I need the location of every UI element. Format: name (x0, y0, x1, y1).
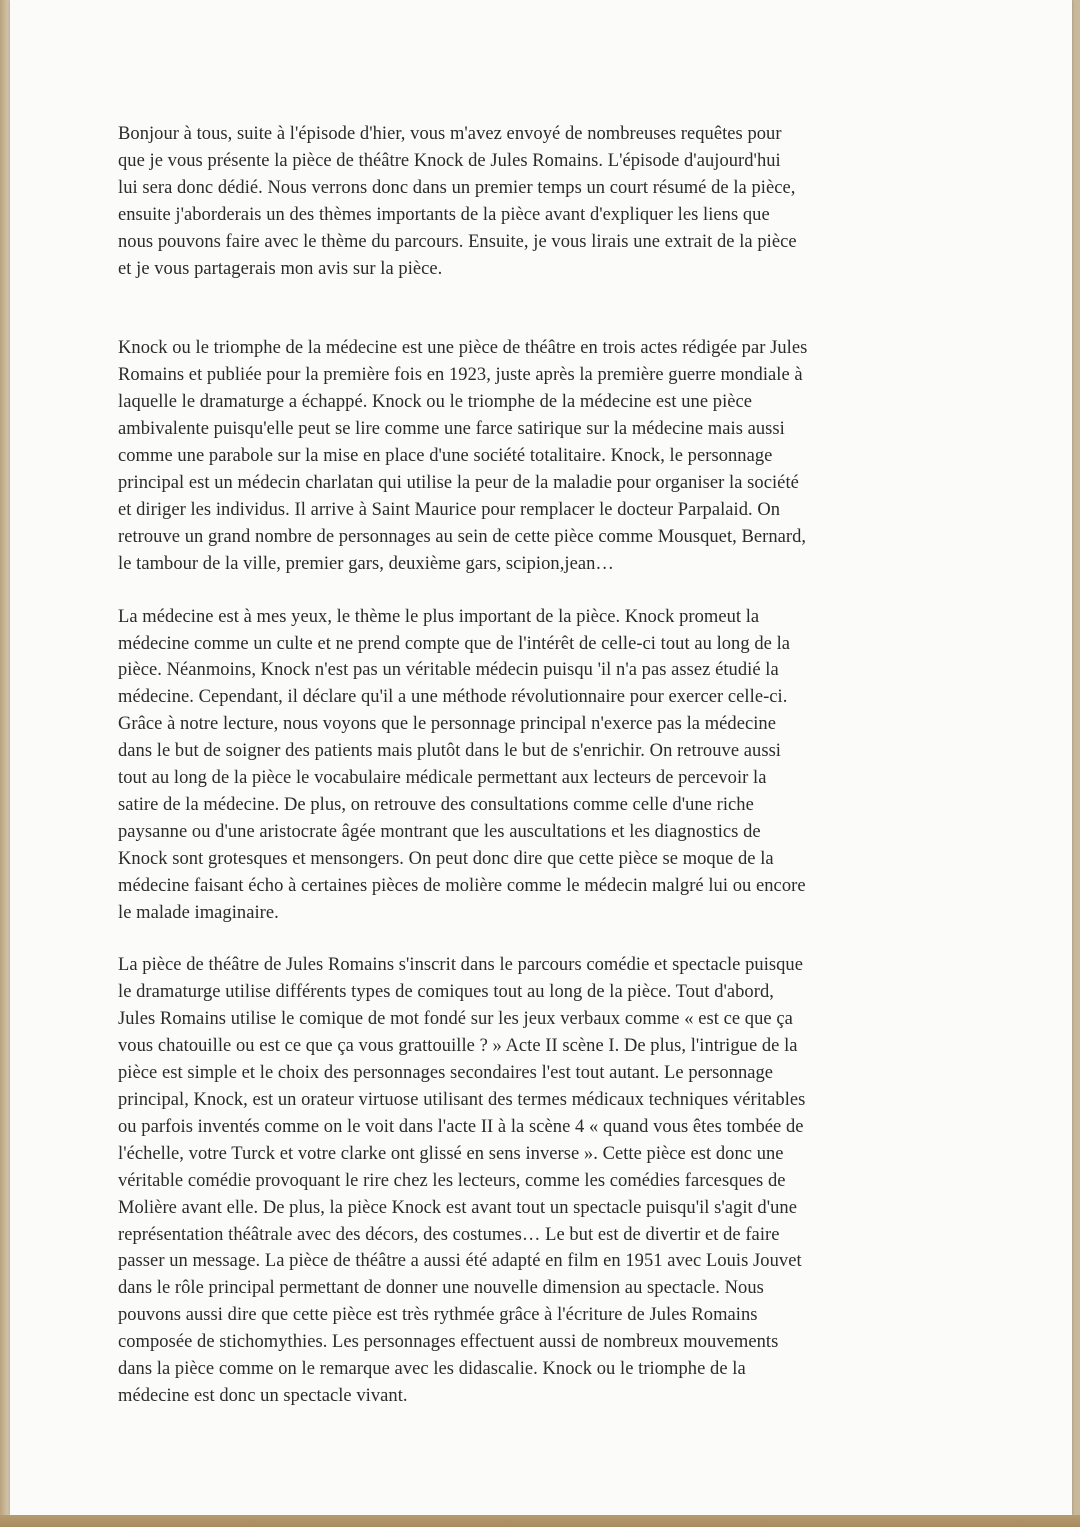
text-line: pièce. Néanmoins, Knock n'est pas un véritable médecin puisqu 'il n'a pas assez étudié la (118, 660, 779, 681)
paragraph-theme-medicine (118, 604, 968, 927)
text-line: médecine faisant écho à certaines pièces de molière comme le médecin malgré lui ou encore (118, 875, 806, 896)
paragraph-summary (118, 335, 968, 577)
text-line: Jules Romains utilise le comique de mot fondé sur les jeux verbaux comme « est ce que ça (118, 1009, 793, 1030)
text-line: dans le rôle principal permettant de donner une nouvelle dimension au spectacle. Nous (118, 1278, 764, 1299)
text-line: comme une parabole sur la mise en place d'une société totalitaire. Knock, le personnage (118, 446, 773, 467)
text-line: représentation théâtrale avec des décors, des costumes… Le but est de divertir et de faire (118, 1224, 780, 1245)
text-line: lui sera donc dédié. Nous verrons donc dans un premier temps un court résumé de la pièce, (118, 177, 796, 198)
text-line: ambivalente puisqu'elle peut se lire comme une farce satirique sur la médecine mais aussi (118, 419, 785, 440)
text-line: et je vous partagerais mon avis sur la pièce. (118, 258, 443, 279)
text-line: laquelle le dramaturge a échappé. Knock ou le triomphe de la médecine est une pièce (118, 392, 753, 413)
paragraph-introduction (118, 121, 968, 282)
text-line: Molière avant elle. De plus, la pièce Knock est avant tout un spectacle puisqu'il s'agit d'une (118, 1197, 797, 1218)
text-line: l'échelle, votre Turck et votre clarke ont glissé en sens inverse ». Cette pièce est donc une (118, 1143, 784, 1164)
desk-surface (0, 1515, 1080, 1527)
text-line: médecine. Cependant, il déclare qu'il a une méthode révolutionnaire pour exercer celle-ci. (118, 687, 788, 708)
paper-edge-shadow (0, 0, 10, 1527)
text-line: principal est un médecin charlatan qui utilise la peur de la maladie pour organiser la société (118, 472, 799, 493)
text-line: le malade imaginaire. (118, 902, 279, 923)
text-line: dans la pièce comme on le remarque avec les didascalie. Knock ou le triomphe de la (118, 1359, 746, 1380)
text-line: le tambour de la ville, premier gars, deuxième gars, scipion,jean… (118, 553, 614, 574)
text-line: ensuite j'aborderais un des thèmes importants de la pièce avant d'expliquer les liens que (118, 204, 770, 225)
text-line: Romains et publiée pour la première fois en 1923, juste après la première guerre mondiale à (118, 365, 803, 386)
text-line: véritable comédie provoquant le rire chez les lecteurs, comme les comédies farcesques de (118, 1170, 786, 1191)
text-line: satire de la médecine. De plus, on retrouve des consultations comme celle d'une riche (118, 794, 754, 815)
text-line: et diriger les individus. Il arrive à Saint Maurice pour remplacer le docteur Parpalaid. On (118, 499, 781, 520)
text-line: que je vous présente la pièce de théâtre Knock de Jules Romains. L'épisode d'aujourd'hui (118, 150, 781, 171)
text-line: Grâce à notre lecture, nous voyons que le personnage principal n'exerce pas la médecine (118, 714, 776, 735)
text-line: paysanne ou d'une aristocrate âgée montrant que les auscultations et les diagnostics de (118, 821, 761, 842)
text-line: principal, Knock, est un orateur virtuose utilisant des termes médicaux techniques véritables (118, 1090, 806, 1110)
text-line: pouvons aussi dire que cette pièce est très rythmée grâce à l'écriture de Jules Romains (118, 1305, 758, 1326)
text-line: ou parfois inventés comme on le voit dans l'acte II à la scène 4 « quand vous êtes tombée de (118, 1116, 804, 1137)
text-line: passer un message. La pièce de théâtre a aussi été adapté en film en 1951 avec Louis Jouvet (118, 1251, 802, 1272)
text-line: composée de stichomythies. Les personnages effectuent aussi de nombreux mouvements (118, 1332, 779, 1353)
text-line: médecine est donc un spectacle vivant. (118, 1385, 408, 1406)
text-line: Knock sont grotesques et mensongers. On peut donc dire que cette pièce se moque de la (118, 848, 774, 869)
text-line: La médecine est à mes yeux, le thème le plus important de la pièce. Knock promeut la (118, 606, 760, 627)
text-line: Knock ou le triomphe de la médecine est une pièce de théâtre en trois actes rédigée par Jules (118, 338, 808, 359)
text-line: nous pouvons faire avec le thème du parcours. Ensuite, je vous lirais une extrait de la pièce (118, 231, 797, 252)
text-line: pièce est simple et le choix des personnages secondaires l'est tout autant. Le personnage (118, 1063, 774, 1084)
text-line: Bonjour à tous, suite à l'épisode d'hier, vous m'avez envoyé de nombreuses requêtes pour (118, 124, 782, 144)
text-line: La pièce de théâtre de Jules Romains s'inscrit dans le parcours comédie et spectacle puisque (118, 955, 803, 976)
text-line: retrouve un grand nombre de personnages au sein de cette pièce comme Mousquet, Bernard, (118, 526, 807, 547)
text-line: vous chatouille ou est ce que ça vous grattouille ? » Acte II scène I. De plus, l'intrigue de la (118, 1036, 798, 1057)
text-line: médecine comme un culte et ne prend compte que de l'intérêt de celle-ci tout au long de la (118, 633, 791, 654)
paragraph-comedy-spectacle (118, 952, 968, 1409)
text-line: dans le but de soigner des patients mais plutôt dans le but de s'enrichir. On retrouve aussi (118, 741, 782, 762)
text-line: tout au long de la pièce le vocabulaire médicale permettant aux lecteurs de percevoir la (118, 768, 767, 789)
document-body (118, 121, 968, 1410)
text-line: le dramaturge utilise différents types de comiques tout au long de la pièce. Tout d'abord, (118, 982, 774, 1003)
